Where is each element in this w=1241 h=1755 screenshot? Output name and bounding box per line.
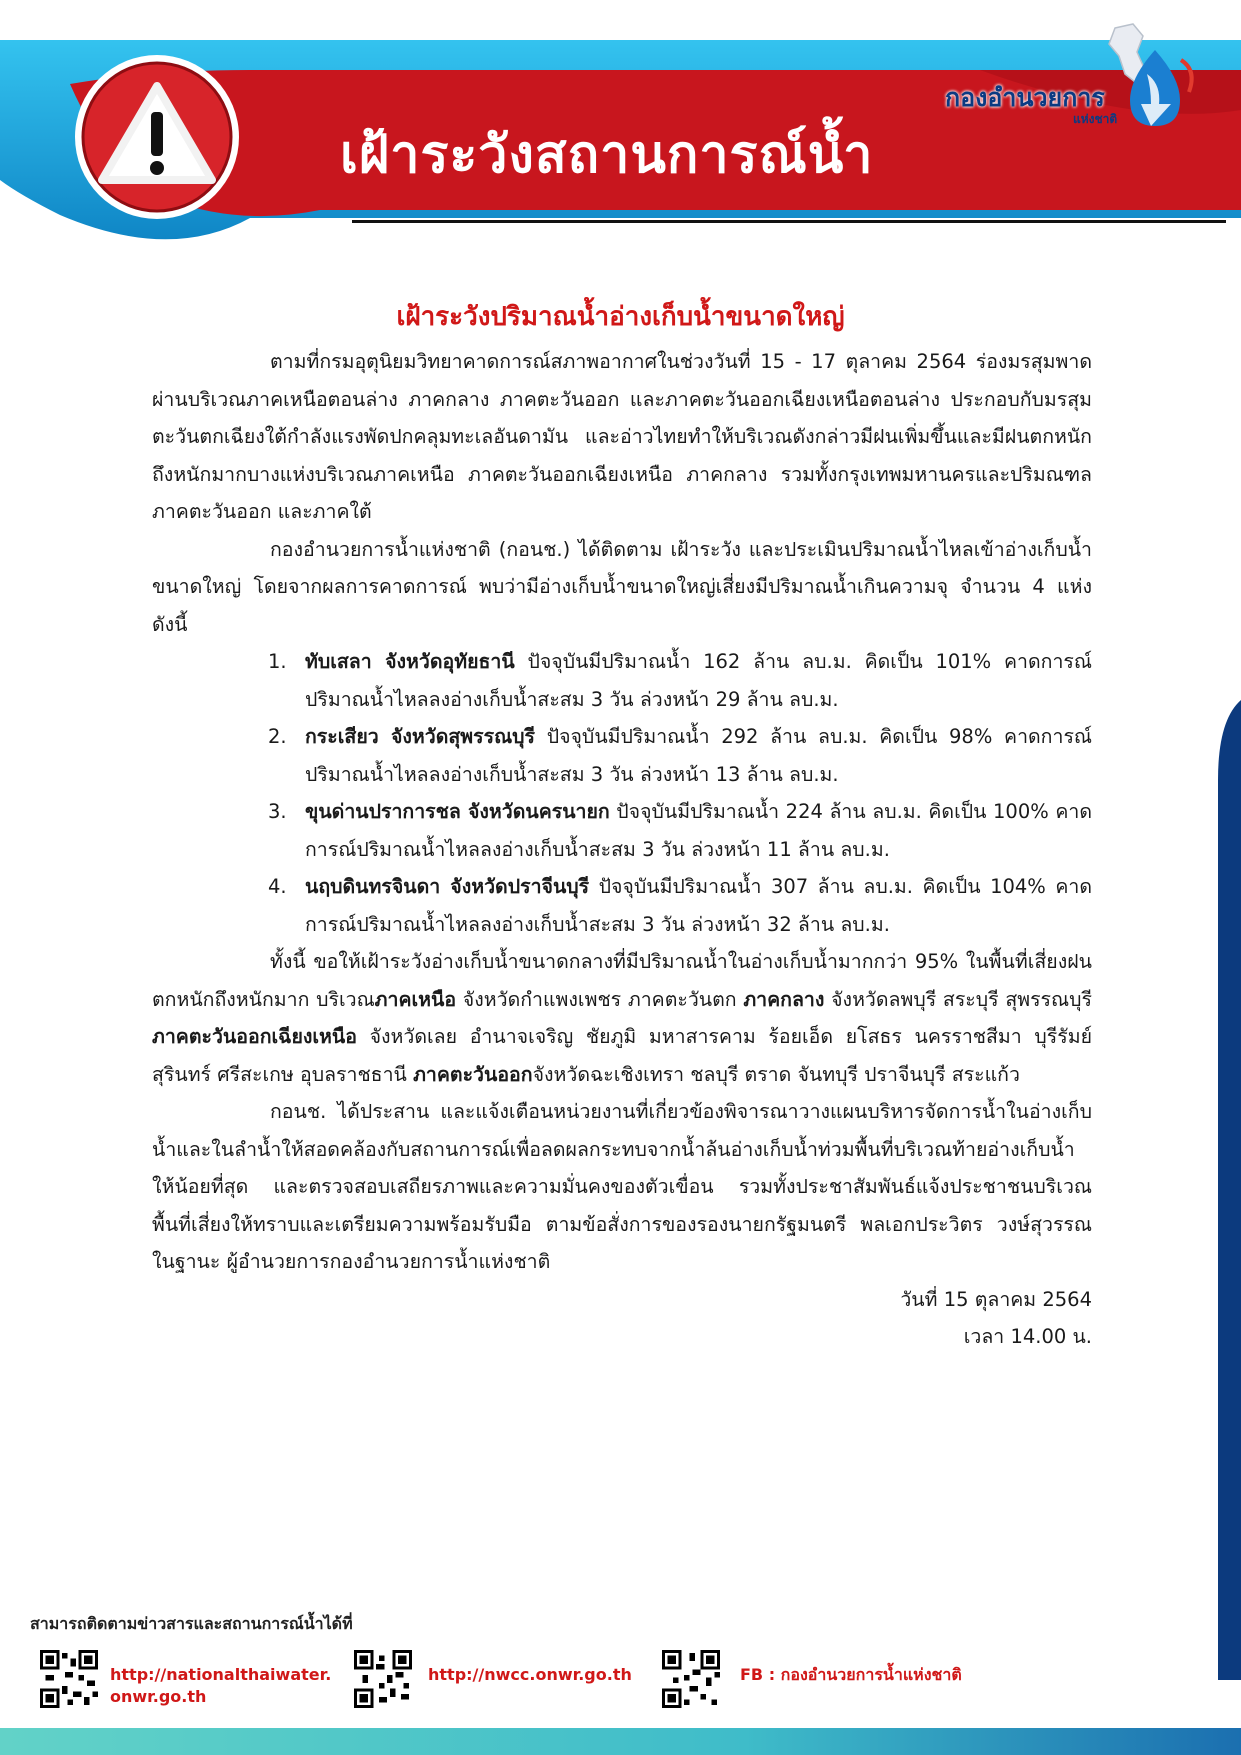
logo-text: กองอำนวยการ (945, 83, 1105, 112)
list-item (152, 718, 1092, 793)
footer-heading: สามารถติดตามข่าวสารและสถานการณ์น้ำได้ที่ (30, 1614, 353, 1633)
right-edge-accent (1216, 700, 1241, 1680)
document-body (152, 343, 1092, 1356)
link-line[interactable]: onwr.go.th (110, 1687, 207, 1706)
list-item (152, 793, 1092, 868)
text-span: จังหวัดฉะเชิงเทรา ชลบุรี ตราด จันทบุรี ปราจีนบุรี สระแก้ว (532, 1062, 1020, 1086)
list-number: 2. (268, 725, 287, 748)
paragraph-monitoring: กองอำนวยการน้ำแห่งชาติ (กอนช.) ได้ติดตาม เฝ้าระวัง และประเมินปริมาณน้ำไหลเข้าอ่างเก็บน้ำขนาดใหญ่ โดยจากผลการคาดการณ์ พบว่ามีอ่างเก็บน้ำขนาดใหญ่เสี่ยงมีปริมาณน้ำเกินความจุ จำนวน 4 แห่ง ดังนี้ (152, 537, 1092, 636)
paragraph-coordination: กอนช. ได้ประสาน และแจ้งเตือนหน่วยงานที่เกี่ยวข้องพิจารณาวางแผนบริหารจัดการน้ำในอ่างเก็บน้ำและในลำน้ำให้สอดคล้องกับสถานการณ์เพื่อลดผลกระทบจากน้ำล้นอ่างเก็บน้ำท่วมพื้นที่บริเวณท้ายอ่างเก็บน้ำให้น้อยที่สุด และตรวจสอบเสถียรภาพและความมั่นคงของตัวเขื่อน รวมทั้งประชาสัมพันธ์แจ้งประชาชนบริเวณพื้นที่เสี่ยงให้ทราบและเตรียมความพร้อมรับมือ ตามข้อสั่งการของรองนายกรัฐมนตรี พลเอกประวิตร วงษ์สุวรรณ ในฐานะ ผู้อำนวยการกองอำนวยการน้ำแห่งชาติ (152, 1100, 1092, 1273)
footer-strip (0, 1728, 1241, 1755)
paragraph-medium-reservoirs (152, 943, 1092, 1093)
document-time: เวลา 14.00 น. (963, 1325, 1092, 1348)
text-span: จังหวัดลพบุรี สระบุรี สุพรรณบุรี (824, 987, 1092, 1011)
reservoir-name: ทับเสลา จังหวัดอุทัยธานี (305, 650, 515, 673)
reservoir-detail: ปัจจุบันมีปริมาณน้ำ 224 ล้าน ลบ.ม. คิดเป็น 100% คาดการณ์ปริมาณน้ำไหลลงอ่างเก็บน้ำสะสม 3 วัน ล่วงหน้า 11 ล้าน ลบ.ม. (305, 800, 1092, 861)
list-item (152, 868, 1092, 943)
reservoir-detail: ปัจจุบันมีปริมาณน้ำ 292 ล้าน ลบ.ม. คิดเป็น 98% คาดการณ์ปริมาณน้ำไหลลงอ่างเก็บน้ำสะสม 3 วัน ล่วงหน้า 13 ล้าน ลบ.ม. (305, 725, 1093, 786)
reservoir-name: กระเสียว จังหวัดสุพรรณบุรี (305, 725, 536, 748)
qr-code-icon[interactable] (40, 1650, 98, 1708)
banner-title: เฝ้าระวังสถานการณ์น้ำ (340, 125, 874, 185)
list-number: 4. (268, 875, 287, 898)
region-east: ภาคตะวันออก (413, 1062, 533, 1086)
text-span: ทั้งนี้ ขอให้เฝ้าระวังอ่างเก็บน้ำขนาดกลางที่มีปริมาณน้ำในอ่างเก็บน้ำมากกว่า 95% ในพื้นที่เสี่ยงฝนตกหนักถึงหนักมาก บริเวณ (152, 950, 1092, 1011)
reservoir-name: ขุนด่านปราการชล จังหวัดนครนายก (305, 800, 610, 823)
region-northeast: ภาคตะวันออกเฉียงเหนือ (152, 1025, 357, 1048)
text-span: จังหวัดเลย อำนาจเจริญ ชัยภูมิ มหาสารคาม ร้อยเอ็ด ยโสธร นครราชสีมา บุรีรัมย์ สุรินทร์ ศรีสะเกษ อุบลราชธานี (152, 1025, 1092, 1086)
header-divider (352, 220, 1226, 223)
warning-sign-icon (72, 52, 242, 222)
reservoir-detail: ปัจจุบันมีปริมาณน้ำ 162 ล้าน ลบ.ม. คิดเป็น 101% คาดการณ์ปริมาณน้ำไหลลงอ่างเก็บน้ำสะสม 3 วัน ล่วงหน้า 29 ล้าน ลบ.ม. (305, 650, 1092, 711)
region-central: ภาคกลาง (743, 987, 825, 1011)
website-link-nwcc[interactable]: http://nwcc.onwr.go.th (428, 1665, 632, 1684)
qr-code-icon[interactable] (354, 1650, 412, 1708)
onwr-logo (945, 22, 1215, 134)
link-line[interactable]: http://nationalthaiwater. (110, 1665, 332, 1684)
document-title: เฝ้าระวังปริมาณน้ำอ่างเก็บน้ำขนาดใหญ่ (396, 302, 845, 332)
reservoir-name: นฤบดินทรจินดา จังหวัดปราจีนบุรี (305, 875, 590, 898)
text-span: จังหวัดกำแพงเพชร ภาคตะวันตก (456, 987, 744, 1011)
region-north: ภาคเหนือ (374, 987, 457, 1011)
reservoir-detail: ปัจจุบันมีปริมาณน้ำ 307 ล้าน ลบ.ม. คิดเป็น 104% คาดการณ์ปริมาณน้ำไหลลงอ่างเก็บน้ำสะสม 3 วัน ล่วงหน้า 32 ล้าน ลบ.ม. (305, 875, 1092, 936)
logo-subtext: แห่งชาติ (1073, 112, 1118, 126)
list-item (152, 643, 1092, 718)
list-number: 3. (268, 800, 287, 823)
qr-code-icon[interactable] (662, 1650, 720, 1708)
reservoir-list (152, 643, 1092, 943)
paragraph-forecast: ตามที่กรมอุตุนิยมวิทยาคาดการณ์สภาพอากาศในช่วงวันที่ 15 - 17 ตุลาคม 2564 ร่องมรสุมพาดผ่านบริเวณภาคเหนือตอนล่าง ภาคกลาง ภาคตะวันออก และภาคตะวันออกเฉียงเหนือตอนล่าง ประกอบกับมรสุมตะวันตกเฉียงใต้กำลังแรงพัดปกคลุมทะเลอันดามัน และอ่าวไทยทำให้บริเวณดังกล่าวมีฝนเพิ่มขึ้นและมีฝนตกหนักถึงหนักมากบางแห่งบริเวณภาคเหนือ ภาคตะวันออกเฉียงเหนือ ภาคกลาง รวมทั้งกรุงเทพมหานครและปริมณฑล ภาคตะวันออก และภาคใต้ (152, 350, 1092, 523)
document-date: วันที่ 15 ตุลาคม 2564 (900, 1287, 1092, 1311)
website-link-nationalthaiwater[interactable] (110, 1664, 331, 1708)
facebook-link[interactable]: FB : กองอำนวยการน้ำแห่งชาติ (740, 1665, 962, 1684)
list-number: 1. (268, 650, 287, 673)
